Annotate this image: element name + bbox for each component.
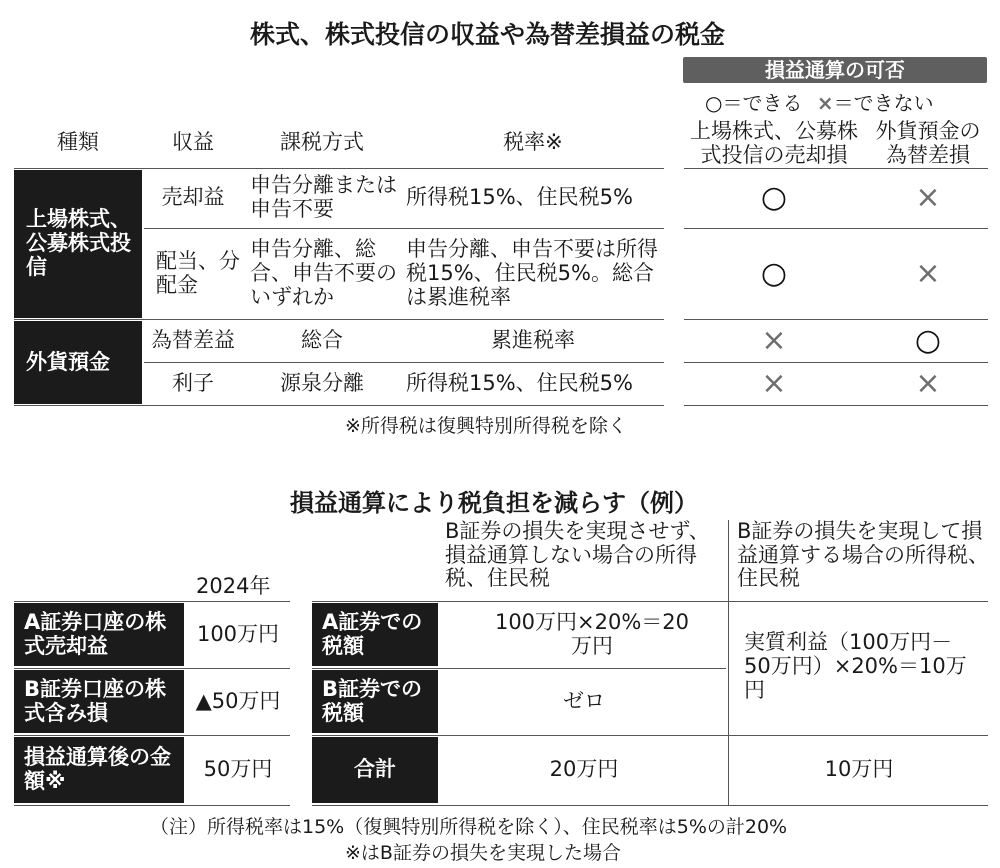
header-offset-fx: 外貨預金の為替差損	[875, 119, 981, 167]
left-value-b-loss: ▲50万円	[195, 688, 281, 713]
row3-method: 総合	[301, 328, 343, 353]
left-label-a-gain: A証券口座の株式売却益	[14, 603, 184, 666]
row2-offset-stock-mark: ○	[760, 256, 788, 292]
table1-title: 株式、株式投信の収益や為替差損益の税金	[250, 20, 726, 49]
table2-title: 損益通算により税負担を減らす（例）	[290, 489, 698, 517]
header-method: 課税方式	[280, 130, 364, 155]
table2-rule	[312, 668, 726, 669]
legend-yes-text: ＝できる	[722, 91, 803, 115]
row1-method: 申告分離または申告不要	[250, 173, 397, 221]
legend	[705, 87, 934, 116]
row2-offset-fx-mark: ×	[915, 256, 941, 292]
left-value-a-gain: 100万円	[196, 621, 280, 646]
right-label-total: 合計	[312, 737, 438, 803]
legend-no-text: ＝できない	[833, 91, 934, 115]
row3-offset-fx-mark: ○	[914, 323, 942, 359]
header-rate: 税率※	[503, 130, 563, 155]
header-type: 種類	[57, 130, 99, 155]
row3-rate: 累進税率	[491, 328, 575, 353]
table2-rule	[312, 735, 988, 736]
header-no-offset: B証券の損失を実現させず、損益通算しない場合の所得税、住民税	[445, 519, 710, 591]
table1-rule	[14, 405, 664, 406]
left-label-b-loss: B証券口座の株式含み損	[14, 670, 184, 733]
row1-offset-stock-mark: ○	[760, 180, 788, 216]
header-offset-stock: 上場株式、公募株式投信の売却損	[690, 119, 858, 167]
table2-rule	[14, 735, 290, 736]
row4-income: 利子	[172, 371, 214, 396]
cross-icon: ×	[816, 91, 834, 115]
header-offset: B証券の損失を実現して損益通算する場合の所得税、住民税	[737, 519, 989, 591]
group-listed-stock: 上場株式、公募株式投信	[14, 170, 142, 318]
table2-rule	[14, 668, 290, 669]
offset-merged-tax: 実質利益（100万円－50万円）×20%＝10万円	[744, 630, 967, 702]
table1-rule	[14, 319, 664, 320]
table1-footnote: ※所得税は復興特別所得税を除く	[345, 415, 627, 437]
row2-income: 配当、分配金	[156, 249, 240, 297]
offset-group-title: 損益通算の可否	[683, 57, 987, 83]
header-income: 収益	[172, 130, 214, 155]
left-label-after-offset: 損益通算後の金額※	[14, 737, 184, 803]
table1-rule	[684, 362, 988, 363]
left-value-after-offset: 50万円	[203, 757, 273, 782]
table1-rule	[14, 168, 664, 169]
offset-total: 10万円	[824, 757, 894, 782]
table1-rule	[684, 405, 988, 406]
header-year: 2024年	[196, 574, 271, 598]
table2-rule	[14, 805, 290, 806]
table2-rule	[14, 601, 290, 602]
row3-offset-stock-mark: ×	[761, 323, 787, 359]
table2-col-divider	[728, 520, 729, 805]
row4-offset-fx-mark: ×	[915, 366, 941, 402]
row1-income: 売却益	[161, 185, 225, 210]
no-offset-total: 20万円	[549, 757, 619, 782]
table2-rule	[312, 601, 988, 602]
row4-rate: 所得税15%、住民税5%	[406, 371, 633, 396]
table2-note1: （注）所得税率は15%（復興特別所得税を除く）、住民税率は5%の計20%	[150, 816, 788, 838]
row2-rate: 申告分離、申告不要は所得税15%、住民税5%。総合は累進税率	[406, 237, 658, 309]
group-fx-deposit: 外貨預金	[14, 321, 142, 404]
right-label-a-tax: A証券での税額	[312, 603, 438, 666]
row3-income: 為替差益	[151, 328, 235, 353]
table2-rule	[312, 805, 988, 806]
row2-method: 申告分離、総合、申告不要のいずれか	[250, 237, 397, 309]
row1-rate: 所得税15%、住民税5%	[406, 185, 633, 210]
table1-rule	[684, 319, 988, 320]
table1-rule	[684, 168, 988, 169]
right-label-b-tax: B証券での税額	[312, 670, 438, 733]
table1-rule	[144, 228, 664, 229]
table1-rule	[144, 362, 664, 363]
row4-method: 源泉分離	[280, 371, 364, 396]
table1-rule	[684, 228, 988, 229]
circle-icon: ○	[705, 91, 723, 115]
row4-offset-stock-mark: ×	[761, 366, 787, 402]
row1-offset-fx-mark: ×	[915, 180, 941, 216]
no-offset-a-tax: 100万円×20%＝20万円	[494, 610, 690, 658]
no-offset-b-tax: ゼロ	[563, 688, 605, 713]
table2-note2: ※はB証券の損失を実現した場合	[345, 842, 621, 864]
